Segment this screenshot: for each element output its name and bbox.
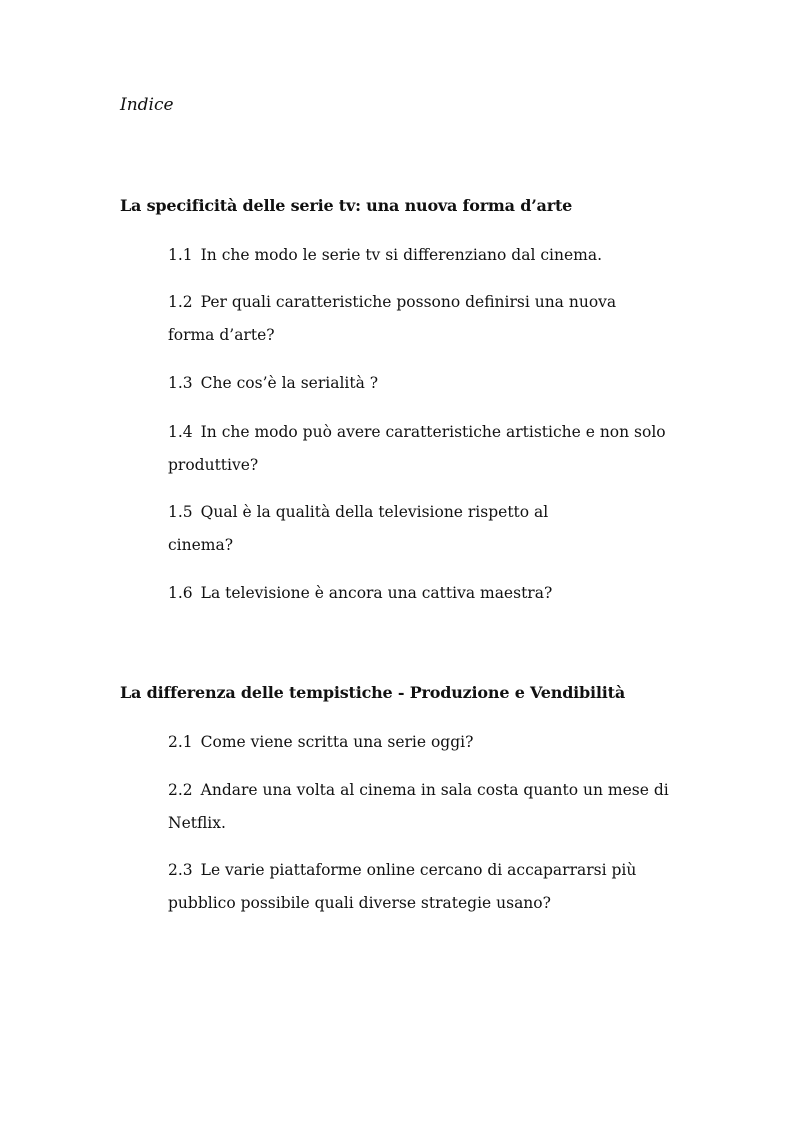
entry-number: 1.3 [168,374,193,392]
entry-number: 1.5 [168,503,193,521]
toc-entry-1-2 [168,286,638,352]
toc-entry-1-5 [168,496,618,562]
entry-number: 2.3 [168,861,193,879]
entry-number: 1.6 [168,584,193,602]
entry-text: In che modo può avere caratteristiche artistiche e non solo produttive? [168,423,666,474]
entry-number: 2.2 [168,781,193,799]
entry-number: 1.4 [168,423,193,441]
entry-text: Per quali caratteristiche possono definirsi una nuova forma d’arte? [168,293,617,344]
entry-text: Che cos’è la serialità ? [200,374,379,392]
toc-entry-2-2 [168,774,678,840]
toc-entry-1-1 [168,239,688,272]
index-title: Indice [120,95,174,115]
toc-entry-2-1 [168,726,688,759]
entry-text: Qual è la qualità della televisione rispetto al cinema? [168,503,549,554]
toc-entry-1-4 [168,416,668,482]
chapter-2-title: La differenza delle tempistiche - Produzione e Vendibilità [120,683,626,702]
entry-text: La televisione è ancora una cattiva maestra? [200,584,553,602]
entry-number: 1.1 [168,246,193,264]
toc-entry-1-6 [168,577,688,610]
toc-entry-2-3 [168,854,683,920]
entry-text: Come viene scritta una serie oggi? [200,733,474,751]
toc-entry-1-3 [168,367,688,400]
entry-text: Le varie piattaforme online cercano di accaparrarsi più pubblico possibile quali diverse strategie usano? [168,861,637,912]
entry-text: In che modo le serie tv si differenziano dal cinema. [200,246,603,264]
entry-number: 1.2 [168,293,193,311]
entry-number: 2.1 [168,733,193,751]
entry-text: Andare una volta al cinema in sala costa quanto un mese di Netflix. [168,781,669,832]
chapter-1-title: La specificità delle serie tv: una nuova forma d’arte [120,196,573,215]
